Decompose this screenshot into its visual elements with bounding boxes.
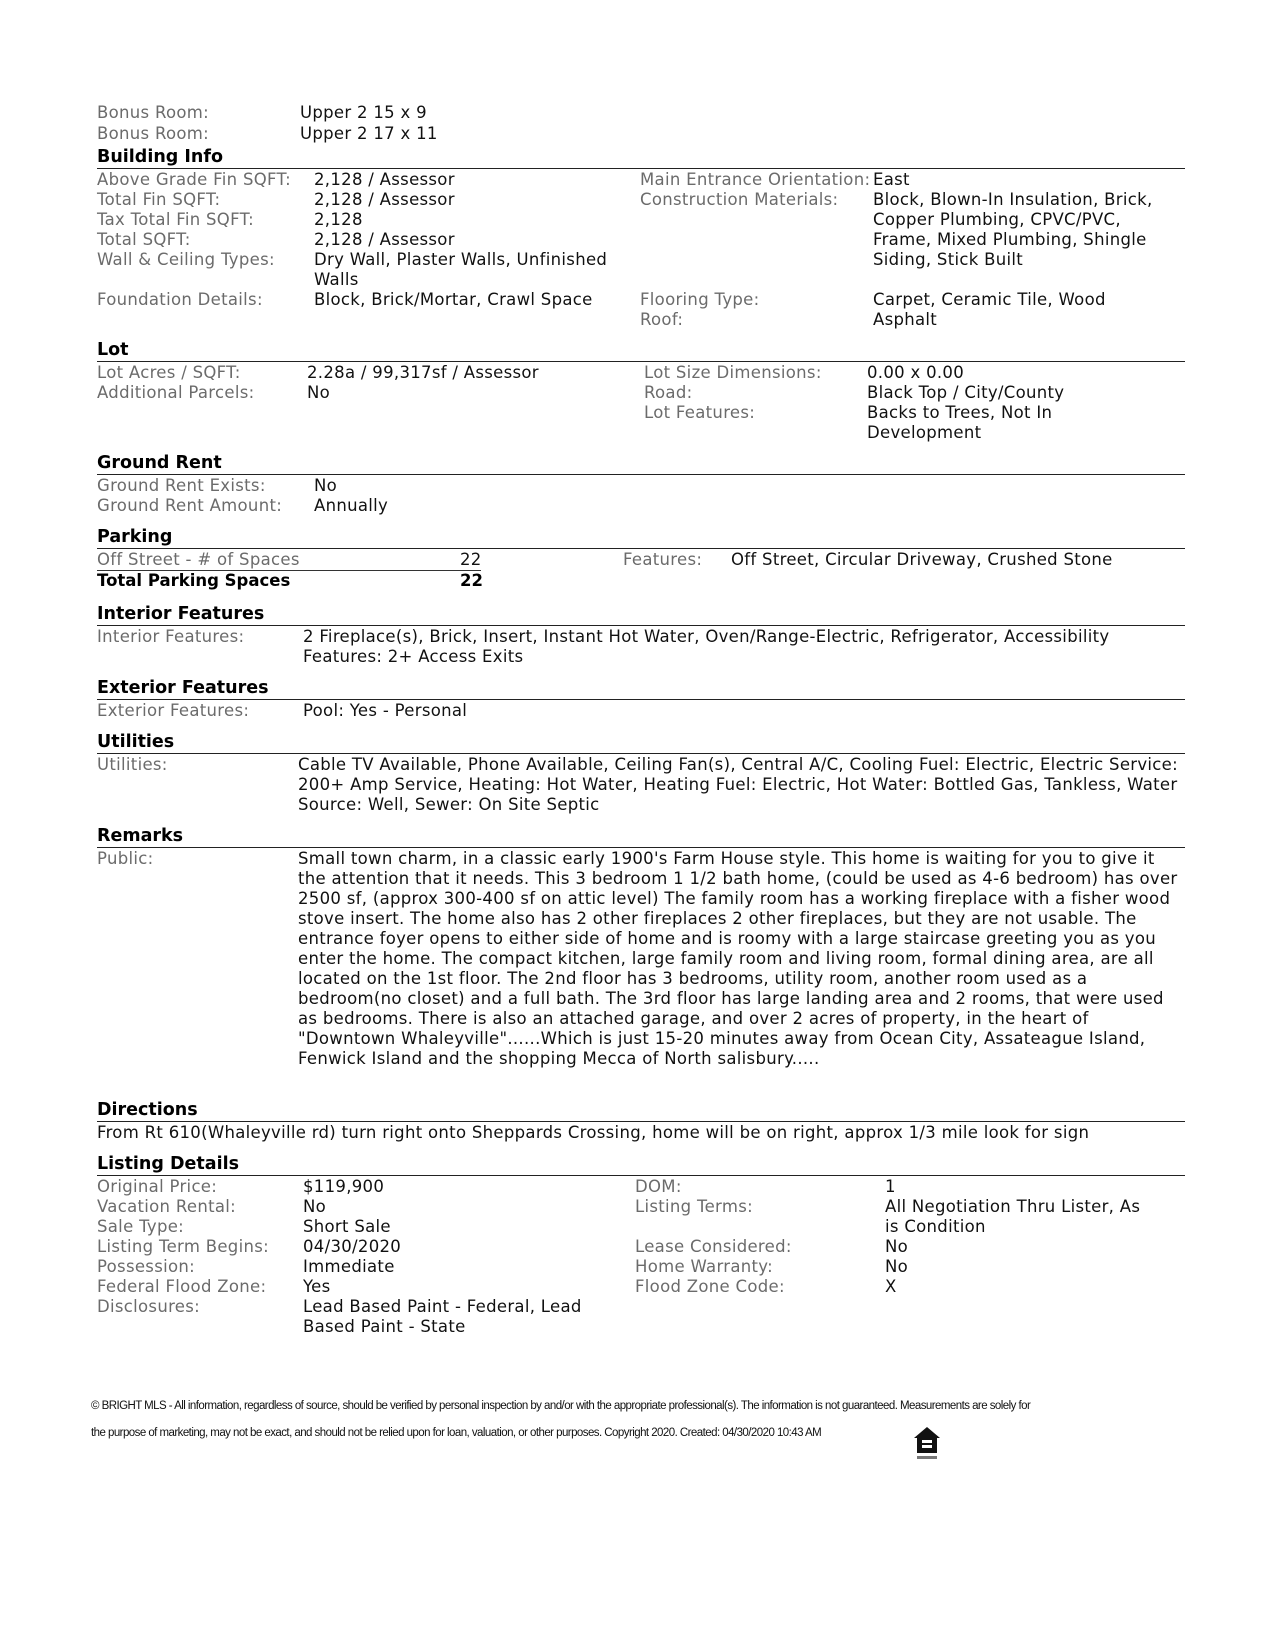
section-heading: Interior Features bbox=[97, 604, 265, 624]
equal-housing-opportunity-icon bbox=[912, 1425, 942, 1461]
field-label: Wall & Ceiling Types: bbox=[97, 250, 275, 269]
field-label: Disclosures: bbox=[97, 1297, 201, 1316]
ground-rent-section bbox=[97, 453, 1185, 523]
field-value: Asphalt bbox=[873, 310, 938, 329]
field-label: Sale Type: bbox=[97, 1217, 185, 1236]
field-value: 0.00 x 0.00 bbox=[867, 363, 965, 382]
section-rule bbox=[97, 753, 1185, 754]
field-value: Annually bbox=[314, 496, 389, 515]
section-rule bbox=[97, 474, 1185, 475]
section-heading: Listing Details bbox=[97, 1154, 239, 1174]
section-rule bbox=[97, 625, 1185, 626]
field-label: Federal Flood Zone: bbox=[97, 1277, 267, 1296]
field-value: Immediate bbox=[303, 1257, 395, 1276]
field-value: Black Top / City/County bbox=[867, 383, 1065, 402]
field-label: Home Warranty: bbox=[635, 1257, 773, 1276]
field-value: Lead Based Paint - Federal, Lead Based Paint - State bbox=[303, 1297, 582, 1336]
field-value: No bbox=[314, 476, 338, 495]
field-value: All Negotiation Thru Lister, As is Condition bbox=[885, 1197, 1141, 1236]
field-label: Utilities: bbox=[97, 755, 168, 774]
section-rule bbox=[97, 548, 1185, 549]
field-label: Flooring Type: bbox=[640, 290, 760, 309]
section-rule bbox=[97, 847, 1185, 848]
field-value: X bbox=[885, 1277, 897, 1296]
field-value: 2,128 / Assessor bbox=[314, 170, 455, 189]
field-value: Cable TV Available, Phone Available, Ceiling Fan(s), Central A/C, Cooling Fuel: Electric, Electric Service: 200+ Amp Service, Heating: Hot Water, Heating Fuel: Electric, Hot Water: Bottled Gas, Tankless, Water Source: Well, Sewer: On Site Septic bbox=[298, 755, 1178, 814]
field-value: No bbox=[885, 1257, 909, 1276]
field-label: Exterior Features: bbox=[97, 701, 250, 720]
field-label: Total Fin SQFT: bbox=[97, 190, 221, 209]
field-value: 04/30/2020 bbox=[303, 1237, 402, 1256]
room-value: Upper 2 15 x 9 bbox=[300, 103, 427, 122]
field-label: Listing Terms: bbox=[635, 1197, 753, 1216]
field-value: 2,128 / Assessor bbox=[314, 190, 455, 209]
field-value: No bbox=[307, 383, 331, 402]
section-rule bbox=[97, 699, 1185, 700]
field-value: Pool: Yes - Personal bbox=[303, 701, 468, 720]
field-label: Road: bbox=[644, 383, 693, 402]
field-label: Total SQFT: bbox=[97, 230, 191, 249]
field-value: $119,900 bbox=[303, 1177, 385, 1196]
section-heading: Parking bbox=[97, 527, 173, 547]
field-label: Vacation Rental: bbox=[97, 1197, 237, 1216]
section-heading: Lot bbox=[97, 340, 129, 360]
field-label: Construction Materials: bbox=[640, 190, 839, 209]
off-street-spaces-value: 22 bbox=[460, 550, 482, 569]
field-label: Ground Rent Exists: bbox=[97, 476, 266, 495]
remarks-section bbox=[97, 826, 1185, 1096]
field-value: Backs to Trees, Not In Development bbox=[867, 403, 1053, 442]
field-value: Yes bbox=[303, 1277, 331, 1296]
field-label: Flood Zone Code: bbox=[635, 1277, 785, 1296]
field-label: Lease Considered: bbox=[635, 1237, 792, 1256]
room-value: Upper 2 17 x 11 bbox=[300, 124, 438, 143]
field-value: East bbox=[873, 170, 910, 189]
field-value: 2,128 / Assessor bbox=[314, 230, 455, 249]
section-heading: Utilities bbox=[97, 732, 175, 752]
directions-text: From Rt 610(Whaleyville rd) turn right onto Sheppards Crossing, home will be on right, approx 1/3 mile look for sign bbox=[97, 1123, 1090, 1142]
field-label: Tax Total Fin SQFT: bbox=[97, 210, 255, 229]
section-heading: Ground Rent bbox=[97, 453, 222, 473]
off-street-spaces-label: Off Street - # of Spaces bbox=[97, 550, 300, 569]
section-heading: Directions bbox=[97, 1100, 198, 1120]
field-label: Lot Features: bbox=[644, 403, 756, 422]
field-value: Carpet, Ceramic Tile, Wood bbox=[873, 290, 1106, 309]
parking-features-value: Off Street, Circular Driveway, Crushed Stone bbox=[731, 550, 1113, 569]
building-info-section bbox=[97, 147, 1185, 337]
footer-disclaimer-line2: the purpose of marketing, may not be exact, and should not be relied upon for loan, valuation, or other purposes. Copyright 2020. Created: 04/30/2020 10:43 AM bbox=[91, 1427, 822, 1439]
field-label: Main Entrance Orientation: bbox=[640, 170, 871, 189]
total-parking-value: 22 bbox=[460, 571, 483, 590]
field-label: DOM: bbox=[635, 1177, 682, 1196]
total-parking-label: Total Parking Spaces bbox=[97, 571, 291, 590]
section-heading: Exterior Features bbox=[97, 678, 269, 698]
field-label: Above Grade Fin SQFT: bbox=[97, 170, 291, 189]
field-value: 1 bbox=[885, 1177, 896, 1196]
footer-disclaimer-line1: © BRIGHT MLS - All information, regardless of source, should be verified by personal inspection by and/or with the appropriate professional(s). The information is not guaranteed. Measurements are solely for bbox=[91, 1400, 1031, 1412]
room-label: Bonus Room: bbox=[97, 103, 210, 122]
public-remarks: Small town charm, in a classic early 1900's Farm House style. This home is waiting for you to give it the attention that it needs. This 3 bedroom 1 1/2 bath home, (could be used as 4-6 bedroom) has over 2500 sf, (approx 300-400 sf on attic level) The family room has a working fireplace with a fisher wood stove insert. The home also has 2 other fireplaces 2 other fireplaces, but they are not usable. The entrance foyer opens to either side of home and is roomy with a large staircase greeting you as you enter the home. The compact kitchen, large family room and living room, formal dining area, are all located on the 1st floor. The 2nd floor has 3 bedrooms, utility room, another room used as a bedroom(no closet) and a full bath. The 3rd floor has large landing area and 2 rooms, that were used as bedrooms. There is also an attached garage, and over 2 acres of property, in the heart of "Downtown Whaleyville"......Which is just 15-20 minutes away from Ocean City, Assateague Island, Fenwick Island and the shopping Mecca of North salisbury..... bbox=[298, 849, 1178, 1068]
listing-details-section bbox=[97, 1154, 1185, 1344]
field-label: Additional Parcels: bbox=[97, 383, 255, 402]
utilities-section bbox=[97, 732, 1185, 817]
field-label: Foundation Details: bbox=[97, 290, 263, 309]
interior-features-section bbox=[97, 604, 1185, 669]
lot-section bbox=[97, 340, 1185, 450]
field-label: Interior Features: bbox=[97, 627, 245, 646]
section-rule bbox=[97, 1121, 1185, 1122]
field-label: Public: bbox=[97, 849, 154, 868]
field-value: Block, Blown-In Insulation, Brick, Copper Plumbing, CPVC/PVC, Frame, Mixed Plumbing, Shingle Siding, Stick Built bbox=[873, 190, 1153, 269]
field-label: Possession: bbox=[97, 1257, 195, 1276]
section-rule bbox=[97, 1175, 1185, 1176]
field-value: 2 Fireplace(s), Brick, Insert, Instant Hot Water, Oven/Range-Electric, Refrigerator, Accessibility Features: 2+ Access Exits bbox=[303, 627, 1110, 666]
section-heading: Remarks bbox=[97, 826, 184, 846]
section-rule bbox=[97, 168, 1185, 169]
field-value: Block, Brick/Mortar, Crawl Space bbox=[314, 290, 593, 309]
field-label: Ground Rent Amount: bbox=[97, 496, 283, 515]
exterior-features-section bbox=[97, 678, 1185, 723]
field-value: No bbox=[885, 1237, 909, 1256]
field-value: No bbox=[303, 1197, 327, 1216]
directions-section bbox=[97, 1100, 1185, 1145]
field-value: 2,128 bbox=[314, 210, 363, 229]
field-label: Original Price: bbox=[97, 1177, 218, 1196]
field-label: Lot Acres / SQFT: bbox=[97, 363, 241, 382]
section-rule bbox=[97, 361, 1185, 362]
field-value: 2.28a / 99,317sf / Assessor bbox=[307, 363, 539, 382]
room-label: Bonus Room: bbox=[97, 124, 210, 143]
field-label: Listing Term Begins: bbox=[97, 1237, 269, 1256]
parking-features-label: Features: bbox=[623, 550, 703, 569]
field-label: Roof: bbox=[640, 310, 684, 329]
field-value: Short Sale bbox=[303, 1217, 391, 1236]
field-value: Dry Wall, Plaster Walls, Unfinished Walls bbox=[314, 250, 608, 289]
field-label: Lot Size Dimensions: bbox=[644, 363, 822, 382]
section-heading: Building Info bbox=[97, 147, 224, 167]
parking-section bbox=[97, 527, 1185, 597]
